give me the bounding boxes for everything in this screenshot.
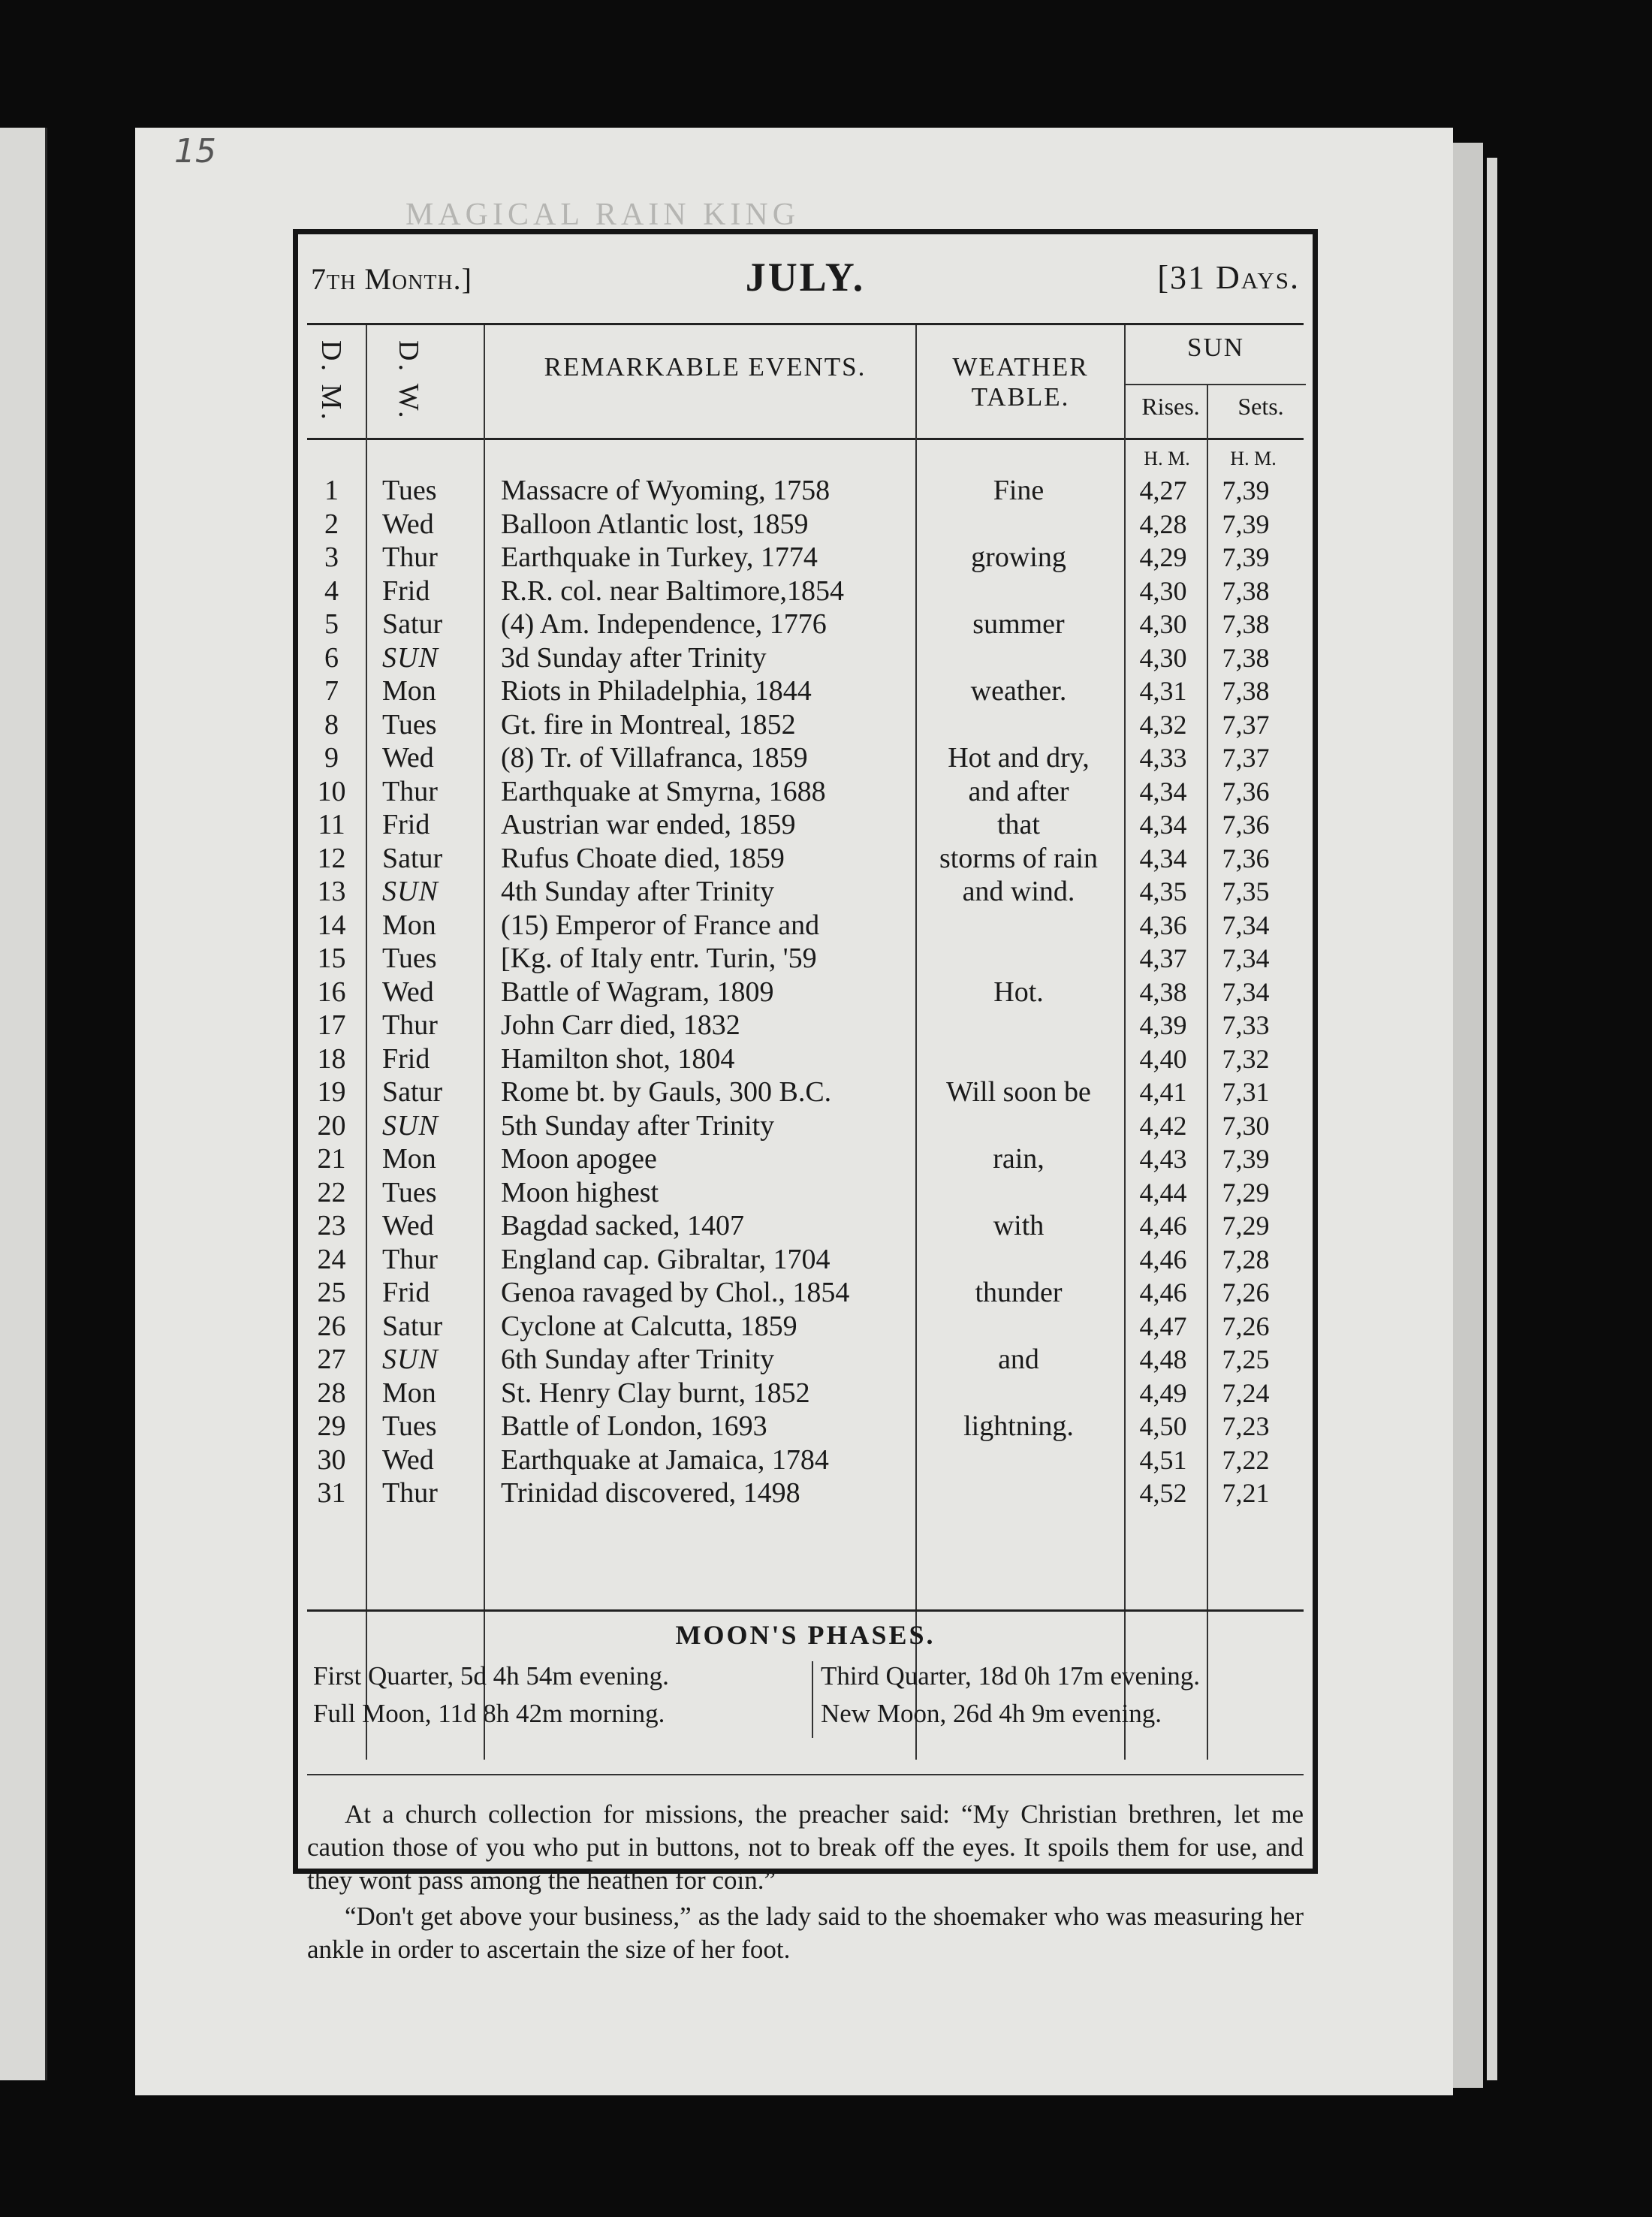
day-of-month: 12 (317, 842, 346, 874)
table-row (307, 1410, 1304, 1443)
day-of-week: SUN (382, 1344, 439, 1375)
day-of-week: Wed (382, 1210, 434, 1241)
weather-note: weather. (970, 675, 1067, 707)
sun-rise: 4,42 (1139, 1110, 1187, 1141)
table-row (307, 1276, 1304, 1309)
sun-rise: 4,48 (1139, 1344, 1187, 1374)
sun-set: 7,33 (1222, 1010, 1270, 1040)
day-of-month: 26 (317, 1310, 346, 1342)
event: 5th Sunday after Trinity (501, 1109, 775, 1142)
table-row (307, 1075, 1304, 1108)
event: (8) Tr. of Villafranca, 1859 (501, 742, 808, 774)
event: Gt. fire in Montreal, 1852 (501, 708, 796, 741)
day-of-month: 23 (317, 1210, 346, 1241)
table-row (307, 508, 1304, 541)
event: Moon apogee (501, 1143, 657, 1175)
day-of-week: Tues (382, 1176, 437, 1208)
sun-rise: 4,43 (1139, 1144, 1187, 1174)
sun-set: 7,24 (1222, 1377, 1270, 1408)
day-of-month: 29 (317, 1410, 346, 1442)
weather-note: Hot. (993, 976, 1044, 1008)
col-sun-rises: Rises. (1141, 393, 1200, 420)
day-of-week: Wed (382, 976, 434, 1008)
table-row (307, 541, 1304, 574)
event: Earthquake in Turkey, 1774 (501, 541, 818, 573)
day-of-week: Wed (382, 508, 434, 540)
day-of-month: 13 (317, 876, 346, 907)
sun-rise: 4,52 (1139, 1478, 1187, 1508)
page-stack-edge (1453, 143, 1483, 2088)
sun-rise: 4,30 (1139, 609, 1187, 639)
sun-rise: 4,27 (1139, 475, 1187, 505)
table-row (307, 641, 1304, 674)
sun-rise: 4,41 (1139, 1077, 1187, 1107)
day-of-month: 22 (317, 1176, 346, 1208)
day-of-month: 25 (317, 1277, 346, 1308)
weather-note: rain, (993, 1143, 1045, 1175)
day-of-week: Mon (382, 909, 436, 941)
event: 4th Sunday after Trinity (501, 876, 775, 907)
sun-set: 7,30 (1222, 1110, 1270, 1141)
sun-set: 7,36 (1222, 810, 1270, 840)
event: [Kg. of Italy entr. Turin, '59 (501, 943, 817, 974)
table-row (307, 909, 1304, 942)
almanac-inner (307, 234, 1304, 1964)
day-of-week: Thur (382, 541, 438, 573)
phase-divider (812, 1661, 813, 1738)
pencil-page-number: 15 (174, 132, 216, 170)
sun-set: 7,35 (1222, 876, 1270, 906)
day-of-month: 18 (317, 1042, 346, 1075)
sun-rise: 4,31 (1139, 676, 1187, 706)
col-weather-table: WEATHER TABLE. (952, 352, 1089, 412)
weather-note: thunder (975, 1277, 1063, 1308)
sun-set: 7,39 (1222, 542, 1270, 572)
day-of-week: Satur (382, 842, 443, 874)
event: Cyclone at Calcutta, 1859 (501, 1310, 797, 1342)
day-of-month: 21 (317, 1143, 346, 1175)
day-of-week: Satur (382, 1310, 443, 1342)
weather-note: storms of rain (939, 842, 1099, 874)
new-moon: New Moon, 26d 4h 9m evening. (821, 1699, 1162, 1728)
day-of-week: Thur (382, 775, 438, 807)
event: St. Henry Clay burnt, 1852 (501, 1377, 810, 1409)
sun-set: 7,39 (1222, 475, 1270, 505)
sun-rise: 4,38 (1139, 976, 1187, 1007)
day-of-month: 27 (317, 1344, 346, 1375)
calendar-table (307, 323, 1304, 1760)
sun-rise: 4,37 (1139, 943, 1187, 973)
table-row (307, 875, 1304, 908)
sun-rise: 4,46 (1139, 1244, 1187, 1274)
day-of-week: Satur (382, 608, 443, 640)
sun-rise: 4,35 (1139, 876, 1187, 906)
sun-rise: 4,33 (1139, 743, 1187, 773)
event: Battle of London, 1693 (501, 1410, 767, 1442)
event: Hamilton shot, 1804 (501, 1042, 735, 1075)
adjacent-page-edge (0, 128, 47, 2080)
event: Massacre of Wyoming, 1758 (501, 475, 831, 506)
table-row (307, 575, 1304, 608)
sun-set: 7,21 (1222, 1478, 1270, 1508)
table-row (307, 1243, 1304, 1276)
day-of-month: 15 (317, 943, 346, 974)
day-of-month: 10 (317, 775, 346, 807)
table-row (307, 608, 1304, 641)
sun-rise: 4,29 (1139, 542, 1187, 572)
day-of-month: 31 (317, 1477, 346, 1509)
day-of-week: Mon (382, 1377, 436, 1409)
hm-sets-label: H. M. (1230, 448, 1277, 469)
sun-rise: 4,46 (1139, 1277, 1187, 1308)
hm-rises-label: H. M. (1144, 448, 1190, 469)
day-of-week: Wed (382, 742, 434, 774)
weather-note: Hot and dry, (948, 742, 1090, 774)
event: Rome bt. by Gauls, 300 B.C. (501, 1076, 832, 1108)
day-of-week: Mon (382, 1143, 436, 1175)
sun-set: 7,38 (1222, 575, 1270, 606)
day-of-month: 5 (324, 608, 339, 640)
full-moon: Full Moon, 11d 8h 42m morning. (313, 1699, 665, 1728)
day-of-month: 20 (317, 1109, 346, 1142)
sun-set: 7,34 (1222, 976, 1270, 1007)
event: Earthquake at Jamaica, 1784 (501, 1443, 829, 1476)
event: Balloon Atlantic lost, 1859 (501, 508, 809, 540)
sun-set: 7,22 (1222, 1444, 1270, 1475)
sun-set: 7,25 (1222, 1344, 1270, 1374)
sun-rise: 4,46 (1139, 1211, 1187, 1241)
day-of-month: 14 (317, 909, 346, 941)
sun-set: 7,28 (1222, 1244, 1270, 1274)
sun-rise: 4,32 (1139, 709, 1187, 740)
day-of-week: Tues (382, 708, 437, 741)
month-header (307, 251, 1304, 303)
moon-phases-title: MOON'S PHASES. (675, 1620, 936, 1650)
third-quarter: Third Quarter, 18d 0h 17m evening. (821, 1661, 1201, 1691)
table-row (307, 1476, 1304, 1510)
weather-note: that (997, 809, 1040, 840)
anecdotes (307, 1774, 1304, 1966)
sun-rise: 4,50 (1139, 1411, 1187, 1441)
col-remarkable-events: REMARKABLE EVENTS. (544, 352, 867, 382)
day-of-week: Frid (382, 1277, 430, 1308)
event: Earthquake at Smyrna, 1688 (501, 775, 826, 807)
sun-rise: 4,34 (1139, 810, 1187, 840)
day-of-week: Frid (382, 575, 430, 607)
sun-set: 7,37 (1222, 743, 1270, 773)
weather-note: growing (971, 541, 1066, 573)
day-of-month: 1 (324, 475, 339, 506)
day-of-month: 30 (317, 1443, 346, 1476)
day-of-week: Tues (382, 475, 437, 506)
day-of-week: Thur (382, 1477, 438, 1509)
weather-note: Fine (993, 475, 1045, 506)
sun-set: 7,26 (1222, 1277, 1270, 1308)
sun-set: 7,36 (1222, 776, 1270, 807)
sun-set: 7,38 (1222, 609, 1270, 639)
sun-set: 7,38 (1222, 676, 1270, 706)
event: Riots in Philadelphia, 1844 (501, 675, 812, 707)
bleed-through-text: MAGICAL RAIN KING (405, 198, 800, 232)
sun-set: 7,39 (1222, 1144, 1270, 1174)
event: (4) Am. Independence, 1776 (501, 608, 827, 640)
sun-rise: 4,49 (1139, 1377, 1187, 1408)
sun-rise: 4,44 (1139, 1177, 1187, 1208)
day-of-week: SUN (382, 1109, 439, 1142)
day-of-week: Wed (382, 1443, 434, 1476)
table-row (307, 1209, 1304, 1242)
sun-set: 7,26 (1222, 1311, 1270, 1341)
weather-note: and after (968, 775, 1069, 807)
event: 6th Sunday after Trinity (501, 1344, 775, 1375)
month-number-label: 7th Month.] (311, 262, 472, 296)
day-of-month: 7 (324, 675, 339, 707)
day-of-month: 3 (324, 541, 339, 573)
anecdote-paragraph: At a church collection for missions, the preacher said: “My Christian brethren, let me caution those of you who put in buttons, not to break off the eyes. It spoils them for use, and they wont pass among the heathen for coin.” (307, 1799, 1304, 1895)
event: Rufus Choate died, 1859 (501, 842, 785, 874)
sun-rise: 4,51 (1139, 1444, 1187, 1475)
sun-set: 7,29 (1222, 1211, 1270, 1241)
col-sun: SUN (1186, 333, 1245, 362)
weather-note: and (998, 1344, 1039, 1375)
day-of-week: Tues (382, 1410, 437, 1442)
day-of-week: Thur (382, 1243, 438, 1275)
table-row (307, 942, 1304, 975)
table-row (307, 808, 1304, 841)
table-row (307, 474, 1304, 507)
table-row (307, 1343, 1304, 1376)
day-of-month: 4 (324, 575, 339, 607)
sun-set: 7,38 (1222, 642, 1270, 673)
sun-rise: 4,40 (1139, 1043, 1187, 1074)
day-of-month: 19 (317, 1076, 346, 1108)
day-of-month: 9 (324, 742, 339, 774)
day-of-week: Frid (382, 809, 430, 840)
sun-rise: 4,28 (1139, 508, 1187, 539)
event: 3d Sunday after Trinity (501, 641, 767, 674)
col-day-of-month: D. M. (315, 340, 347, 423)
day-of-week: Frid (382, 1042, 430, 1075)
sun-set: 7,23 (1222, 1411, 1270, 1441)
sun-set: 7,37 (1222, 709, 1270, 740)
sun-rise: 4,39 (1139, 1010, 1187, 1040)
table-row (307, 775, 1304, 808)
day-of-month: 11 (318, 809, 345, 840)
day-of-week: SUN (382, 876, 439, 907)
weather-note: and wind. (962, 876, 1075, 907)
event: Austrian war ended, 1859 (501, 809, 796, 840)
table-row (307, 1109, 1304, 1142)
day-of-month: 17 (317, 1009, 346, 1041)
sun-set: 7,39 (1222, 508, 1270, 539)
day-of-month: 24 (317, 1243, 346, 1275)
sun-set: 7,36 (1222, 843, 1270, 873)
day-of-week: SUN (382, 641, 439, 674)
day-of-week: Mon (382, 675, 436, 707)
sun-subheader-rule (1126, 384, 1306, 385)
day-of-week: Thur (382, 1009, 438, 1041)
event: Genoa ravaged by Chol., 1854 (501, 1277, 850, 1308)
sun-rise: 4,30 (1139, 575, 1187, 606)
table-header (307, 325, 1304, 440)
day-of-week: Tues (382, 943, 437, 974)
moon-phases (307, 1609, 1304, 1747)
weather-note: summer (972, 608, 1065, 640)
sun-rise: 4,36 (1139, 909, 1187, 940)
day-of-month: 16 (317, 976, 346, 1008)
sun-set: 7,32 (1222, 1043, 1270, 1074)
sun-set: 7,34 (1222, 943, 1270, 973)
day-of-month: 2 (324, 508, 339, 540)
table-row (307, 1377, 1304, 1410)
day-of-month: 6 (324, 641, 339, 674)
table-row (307, 976, 1304, 1009)
event: Trinidad discovered, 1498 (501, 1477, 800, 1509)
sun-rise: 4,34 (1139, 776, 1187, 807)
sun-rise: 4,30 (1139, 642, 1187, 673)
sun-set: 7,34 (1222, 909, 1270, 940)
table-row (307, 1042, 1304, 1075)
col-day-of-week: D. W. (393, 340, 424, 421)
event: Battle of Wagram, 1809 (501, 976, 774, 1008)
table-row (307, 708, 1304, 741)
event: (15) Emperor of France and (501, 909, 820, 941)
event: R.R. col. near Baltimore,1854 (501, 575, 844, 607)
table-row (307, 741, 1304, 774)
event: England cap. Gibraltar, 1704 (501, 1243, 831, 1275)
table-row (307, 674, 1304, 707)
almanac-frame (293, 229, 1318, 1964)
event: Moon highest (501, 1176, 659, 1208)
anecdote-paragraph: “Don't get above your business,” as the lady said to the shoemaker who was measuring her ankle in order to ascertain the size of her foot. (307, 1902, 1304, 1964)
table-row (307, 1176, 1304, 1209)
col-sun-sets: Sets. (1237, 393, 1284, 420)
days-count-label: [31 Days. (1157, 259, 1300, 296)
first-quarter: First Quarter, 5d 4h 54m evening. (313, 1661, 669, 1691)
sun-rise: 4,47 (1139, 1311, 1187, 1341)
weather-note: with (993, 1210, 1045, 1241)
day-of-month: 8 (324, 708, 339, 741)
sun-rise: 4,34 (1139, 843, 1187, 873)
day-of-month: 28 (317, 1377, 346, 1409)
sun-set: 7,29 (1222, 1177, 1270, 1208)
weather-note: Will soon be (946, 1076, 1091, 1108)
event: Bagdad sacked, 1407 (501, 1210, 744, 1241)
weather-note: lightning. (963, 1410, 1074, 1442)
table-row (307, 1443, 1304, 1476)
day-of-week: Satur (382, 1076, 443, 1108)
event: John Carr died, 1832 (501, 1009, 740, 1041)
table-row (307, 1142, 1304, 1175)
table-row (307, 842, 1304, 875)
sun-set: 7,31 (1222, 1077, 1270, 1107)
month-name: JULY. (745, 255, 866, 300)
page-stack-edge-inner (1487, 158, 1497, 2080)
table-row (307, 1310, 1304, 1343)
table-row (307, 1009, 1304, 1042)
